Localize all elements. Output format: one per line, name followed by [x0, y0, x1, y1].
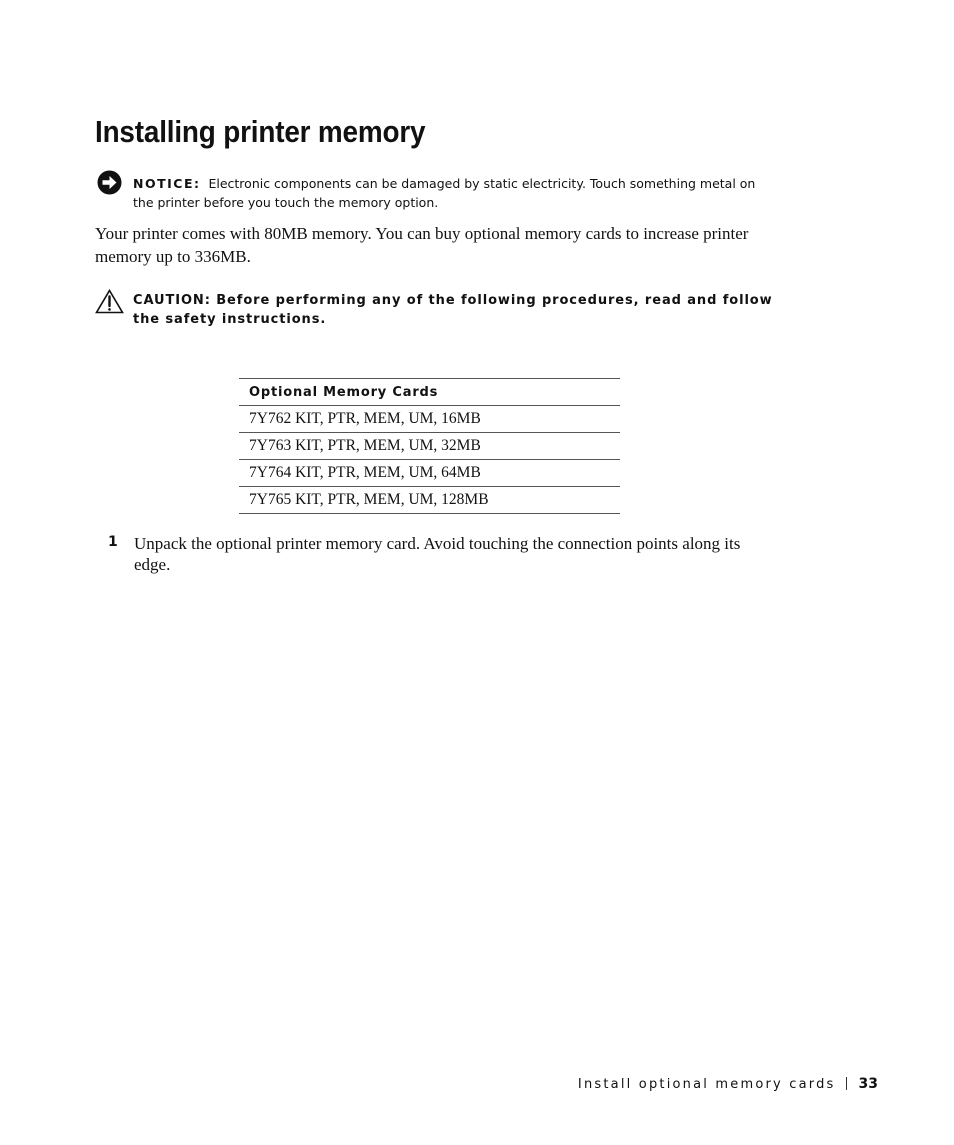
page-number: 33 [858, 1076, 878, 1092]
step-number: 1 [108, 534, 118, 550]
table-row [239, 406, 620, 433]
table-row [239, 433, 620, 460]
table-cell: 7Y762 KIT, PTR, MEM, UM, 16MB [239, 406, 620, 433]
notice-text: Electronic components can be damaged by static electricity. Touch something metal on the printer before you touch the memory option. [133, 176, 756, 210]
arrow-circle-icon [97, 170, 122, 195]
table-cell: 7Y763 KIT, PTR, MEM, UM, 32MB [239, 433, 620, 460]
table-header: Optional Memory Cards [239, 379, 620, 406]
table-cell: 7Y764 KIT, PTR, MEM, UM, 64MB [239, 460, 620, 487]
footer-divider [846, 1077, 847, 1090]
notice [133, 174, 773, 212]
notice-label: NOTICE: [133, 176, 201, 191]
page-footer [578, 1076, 878, 1092]
memory-cards-table [239, 378, 620, 514]
table-header-row [239, 379, 620, 406]
caution-label: CAUTION: [133, 293, 211, 308]
footer-section-title: Install optional memory cards [577, 1077, 836, 1092]
intro-paragraph: Your printer comes with 80MB memory. You can buy optional memory cards to increase printer memory up to 336MB. [95, 224, 749, 266]
step-1 [108, 533, 758, 575]
table-row [239, 460, 620, 487]
page-title: Installing printer memory [95, 114, 426, 149]
caution-text: Before performing any of the following procedures, read and follow the safety instructions. [133, 293, 773, 327]
step-text: Unpack the optional printer memory card. Avoid touching the connection points along its edge. [134, 534, 741, 574]
caution [133, 291, 773, 329]
warning-triangle-icon [95, 289, 124, 314]
table-cell: 7Y765 KIT, PTR, MEM, UM, 128MB [239, 487, 620, 514]
table-row [239, 487, 620, 514]
